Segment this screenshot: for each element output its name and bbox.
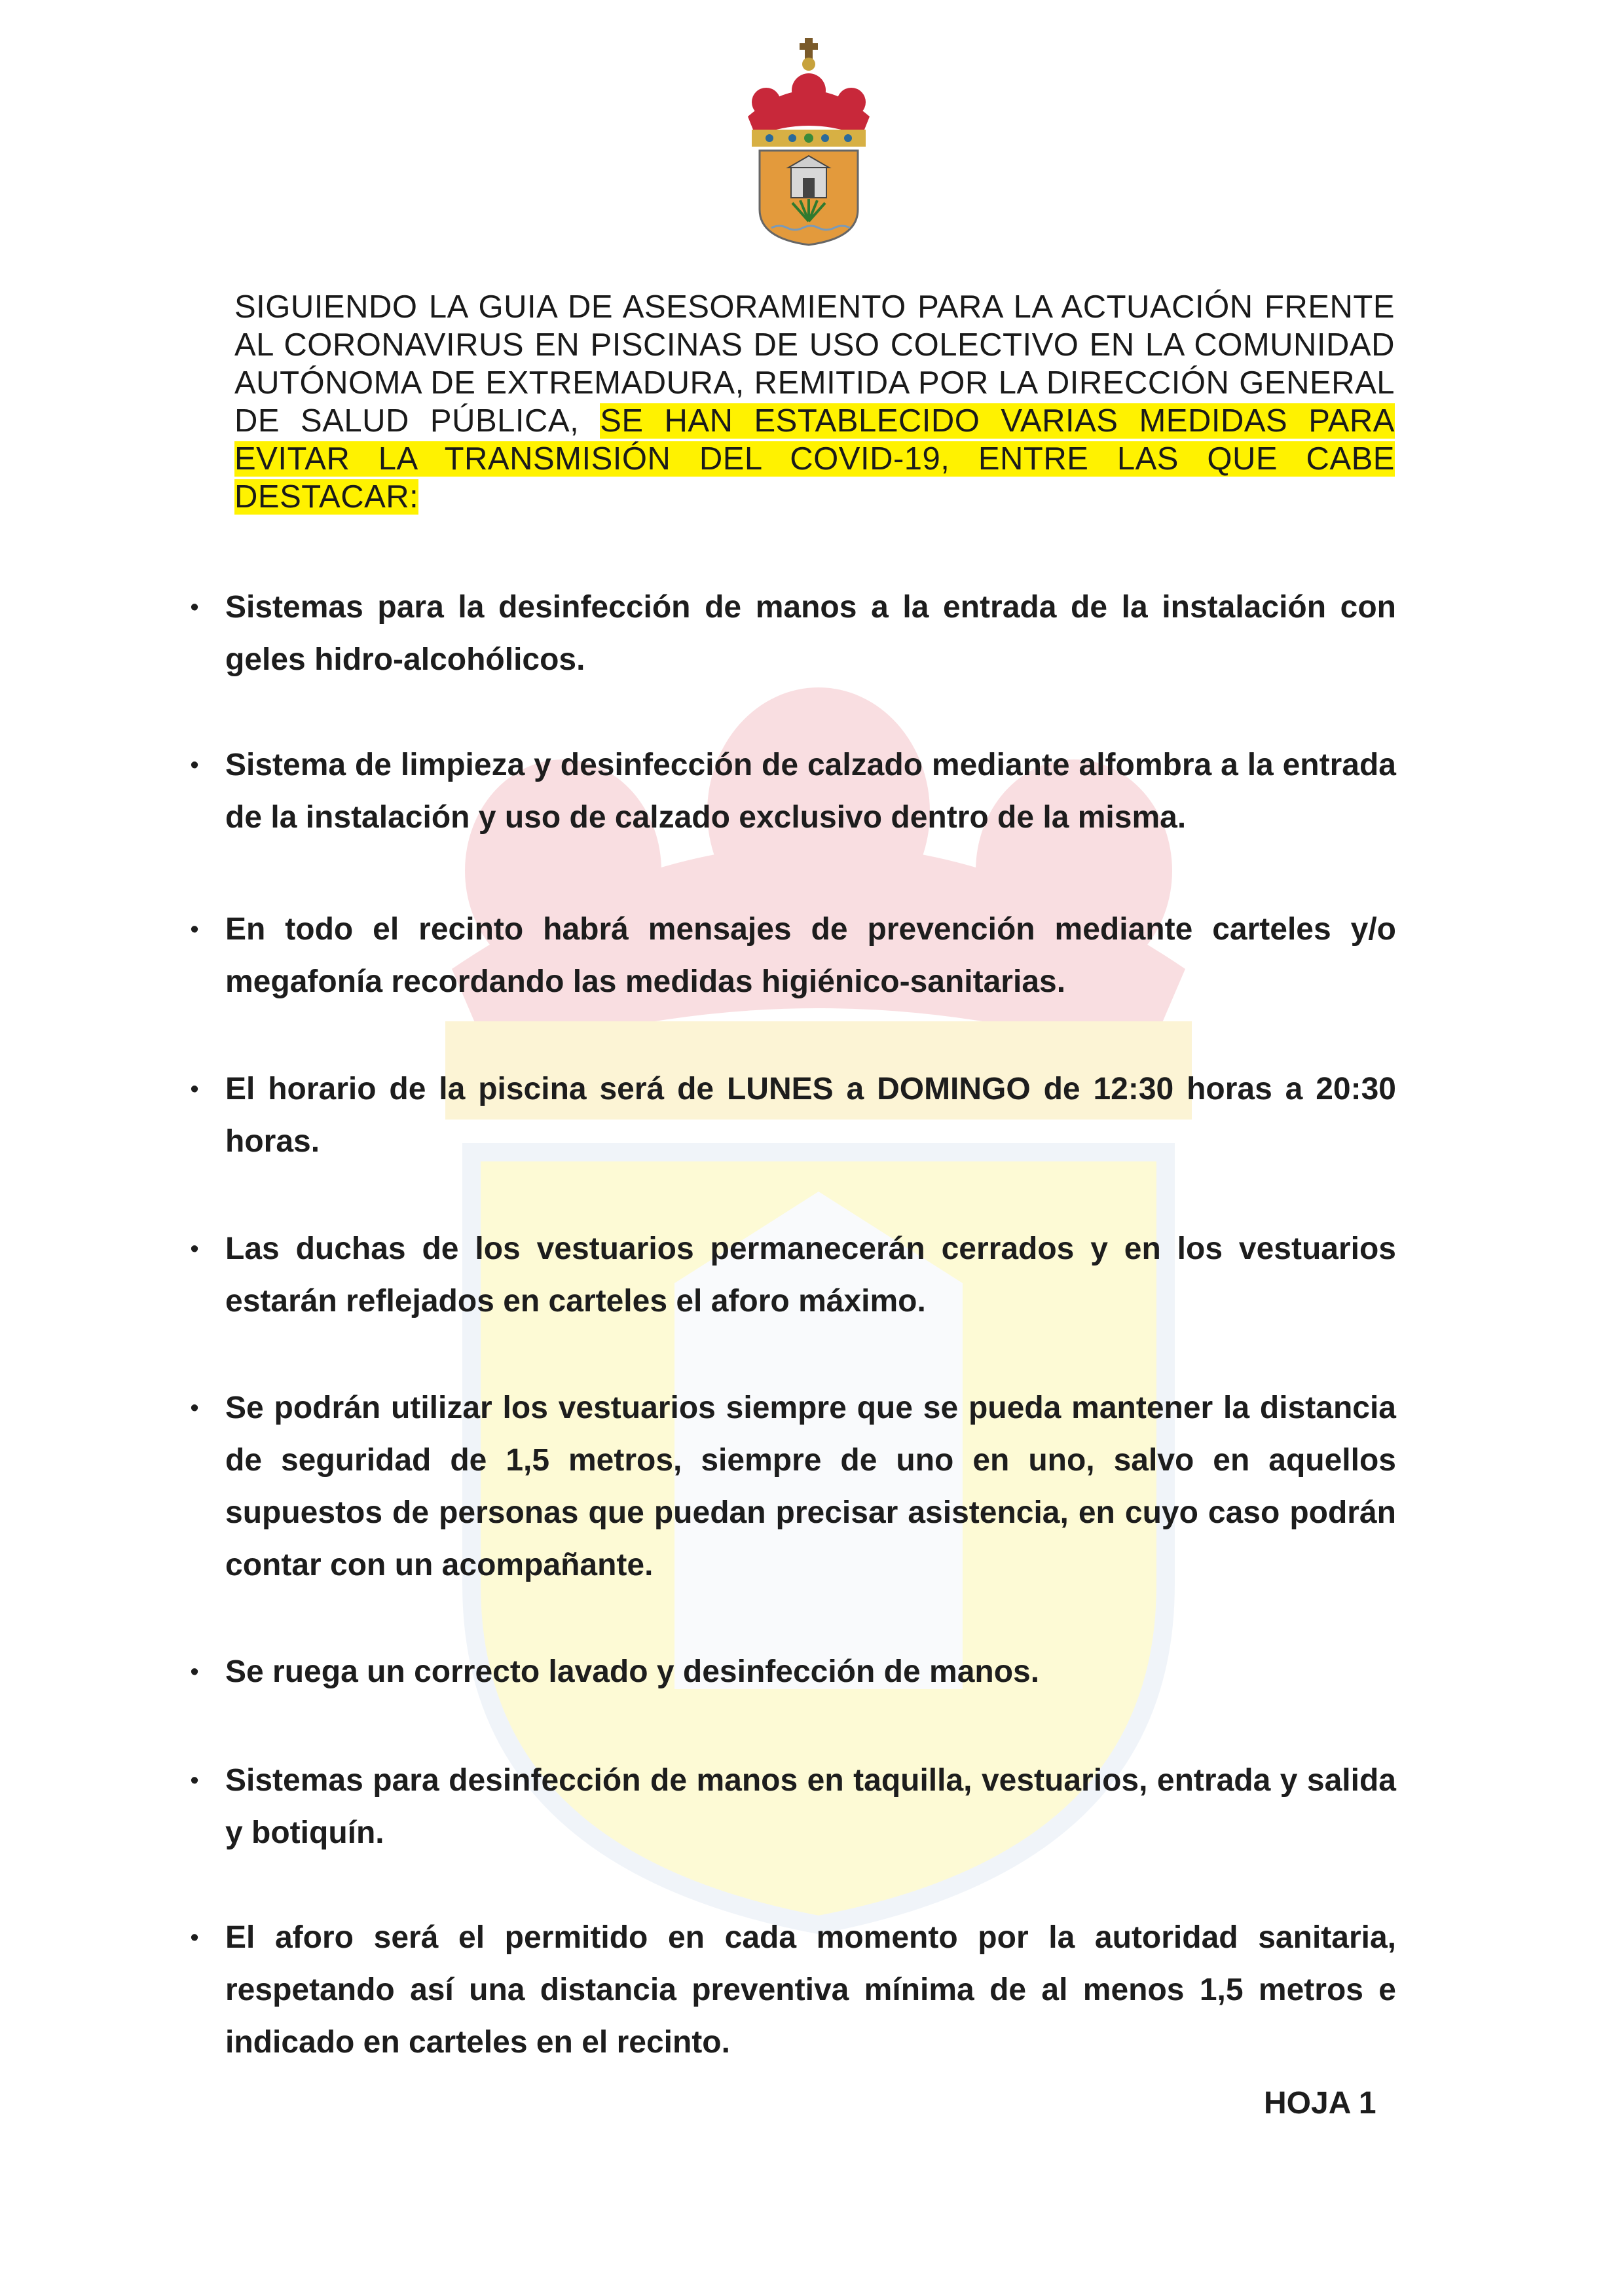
list-item [190, 581, 1396, 686]
list-item-text: En todo el recinto habrá mensajes de prevención mediante carteles y/o megafonía recordando las medidas higiénico-sanitarias. [225, 912, 1396, 999]
list-item-text: Se ruega un correcto lavado y desinfección de manos. [225, 1654, 1040, 1689]
list-item [190, 1646, 1396, 1698]
list-item [190, 1912, 1396, 2069]
list-item-text: Sistema de limpieza y desinfección de calzado mediante alfombra a la entrada de la instalación y uso de calzado exclusivo dentro de la misma. [225, 748, 1396, 835]
bullet-icon: • [190, 1235, 199, 1263]
bullet-icon: • [190, 1394, 199, 1422]
list-item-text: Se podrán utilizar los vestuarios siempre que se pueda mantener la distancia de seguridad de 1,5 metros, siempre de uno en uno, salvo en aquellos supuestos de personas que puedan precisar asistencia, en cuyo caso podrán contar con un acompañante. [225, 1391, 1396, 1582]
bullet-icon: • [190, 916, 199, 943]
list-item-text: Las duchas de los vestuarios permanecerán cerrados y en los vestuarios estarán reflejados en carteles el aforo máximo. [225, 1231, 1396, 1319]
bullet-icon: • [190, 1658, 199, 1686]
list-item [190, 903, 1396, 1008]
bullet-icon: • [190, 1767, 199, 1795]
list-item [190, 1063, 1396, 1168]
list-item [190, 739, 1396, 844]
list-item [190, 1382, 1396, 1592]
heading-highlighted-text: SE HAN ESTABLECIDO VARIAS MEDIDAS PARA EVITAR LA TRANSMISIÓN DEL COVID-19, ENTRE LAS QUE CABE DESTACAR: [234, 403, 1395, 515]
list-item-text: El horario de la piscina será de LUNES a DOMINGO de 12:30 horas a 20:30 horas. [225, 1072, 1396, 1159]
heading-text: SIGUIENDO LA GUIA DE ASESORAMIENTO PARA LA ACTUACIÓN FRENTE AL CORONAVIRUS EN PISCINAS DE USO COLECTIVO EN LA COMUNIDAD AUTÓNOMA DE EXTREMADURA, REMITIDA POR LA DIRECCIÓN GENERAL DE SALUD PÚBLICA, [234, 289, 1395, 439]
list-item [190, 1755, 1396, 1859]
list-item-text: Sistemas para desinfección de manos en taquilla, vestuarios, entrada y salida y botiquín. [225, 1763, 1396, 1850]
list-item-text: El aforo será el permitido en cada momento por la autoridad sanitaria, respetando así una distancia preventiva mínima de al menos 1,5 metros e indicado en carteles en el recinto. [225, 1920, 1396, 2060]
page-label: HOJA 1 [1264, 2086, 1376, 2121]
bullet-icon: • [190, 594, 199, 621]
list-item [190, 1223, 1396, 1328]
list-item-text: Sistemas para la desinfección de manos a la entrada de la instalación con geles hidro-alcohólicos. [225, 590, 1396, 677]
bullet-icon: • [190, 1924, 199, 1952]
bullet-icon: • [190, 1076, 199, 1103]
bullet-icon: • [190, 752, 199, 779]
